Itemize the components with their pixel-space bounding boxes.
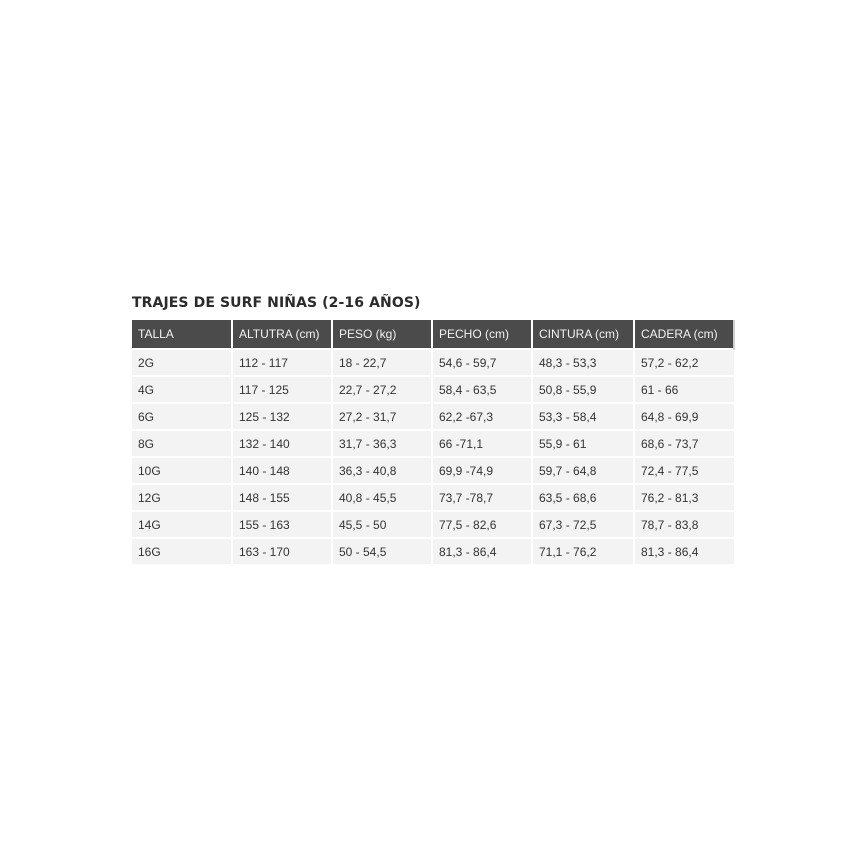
- cell-weight: 31,7 - 36,3: [332, 430, 432, 457]
- cell-size: 2G: [132, 349, 232, 376]
- table-header-row: [132, 320, 734, 349]
- cell-chest: 73,7 -78,7: [432, 484, 532, 511]
- cell-weight: 22,7 - 27,2: [332, 376, 432, 403]
- cell-hip: 76,2 - 81,3: [634, 484, 734, 511]
- cell-waist: 63,5 - 68,6: [532, 484, 634, 511]
- cell-waist: 53,3 - 58,4: [532, 403, 634, 430]
- cell-waist: 59,7 - 64,8: [532, 457, 634, 484]
- cell-chest: 81,3 - 86,4: [432, 538, 532, 564]
- cell-chest: 66 -71,1: [432, 430, 532, 457]
- table-row: [132, 376, 734, 403]
- cell-chest: 77,5 - 82,6: [432, 511, 532, 538]
- cell-height: 125 - 132: [232, 403, 332, 430]
- cell-waist: 55,9 - 61: [532, 430, 634, 457]
- column-header-size: TALLA: [132, 320, 232, 349]
- column-header-hip: CADERA (cm): [634, 320, 734, 349]
- cell-hip: 81,3 - 86,4: [634, 538, 734, 564]
- cell-height: 155 - 163: [232, 511, 332, 538]
- table-row: [132, 349, 734, 376]
- cell-size: 6G: [132, 403, 232, 430]
- table-row: [132, 538, 734, 564]
- cell-height: 140 - 148: [232, 457, 332, 484]
- cell-height: 112 - 117: [232, 349, 332, 376]
- table-body: [132, 349, 734, 564]
- cell-hip: 68,6 - 73,7: [634, 430, 734, 457]
- cell-size: 4G: [132, 376, 232, 403]
- cell-weight: 50 - 54,5: [332, 538, 432, 564]
- cell-chest: 54,6 - 59,7: [432, 349, 532, 376]
- cell-hip: 72,4 - 77,5: [634, 457, 734, 484]
- cell-weight: 18 - 22,7: [332, 349, 432, 376]
- column-header-height: ALTUTRA (cm): [232, 320, 332, 349]
- cell-size: 12G: [132, 484, 232, 511]
- cell-chest: 62,2 -67,3: [432, 403, 532, 430]
- table-row: [132, 511, 734, 538]
- table-row: [132, 430, 734, 457]
- table-row: [132, 403, 734, 430]
- cell-weight: 45,5 - 50: [332, 511, 432, 538]
- cell-waist: 50,8 - 55,9: [532, 376, 634, 403]
- cell-size: 8G: [132, 430, 232, 457]
- cell-height: 117 - 125: [232, 376, 332, 403]
- column-header-chest: PECHO (cm): [432, 320, 532, 349]
- cell-hip: 61 - 66: [634, 376, 734, 403]
- chart-title: TRAJES DE SURF NIÑAS (2-16 AÑOS): [132, 295, 421, 311]
- cell-waist: 48,3 - 53,3: [532, 349, 634, 376]
- cell-weight: 36,3 - 40,8: [332, 457, 432, 484]
- cell-height: 148 - 155: [232, 484, 332, 511]
- cell-hip: 64,8 - 69,9: [634, 403, 734, 430]
- column-header-weight: PESO (kg): [332, 320, 432, 349]
- cell-weight: 27,2 - 31,7: [332, 403, 432, 430]
- cell-hip: 57,2 - 62,2: [634, 349, 734, 376]
- size-chart: [132, 292, 734, 564]
- table-row: [132, 457, 734, 484]
- cell-size: 16G: [132, 538, 232, 564]
- cell-weight: 40,8 - 45,5: [332, 484, 432, 511]
- size-table: [132, 320, 735, 564]
- column-header-waist: CINTURA (cm): [532, 320, 634, 349]
- cell-size: 14G: [132, 511, 232, 538]
- cell-chest: 58,4 - 63,5: [432, 376, 532, 403]
- cell-chest: 69,9 -74,9: [432, 457, 532, 484]
- table-row: [132, 484, 734, 511]
- cell-waist: 67,3 - 72,5: [532, 511, 634, 538]
- cell-height: 163 - 170: [232, 538, 332, 564]
- cell-hip: 78,7 - 83,8: [634, 511, 734, 538]
- cell-waist: 71,1 - 76,2: [532, 538, 634, 564]
- cell-height: 132 - 140: [232, 430, 332, 457]
- cell-size: 10G: [132, 457, 232, 484]
